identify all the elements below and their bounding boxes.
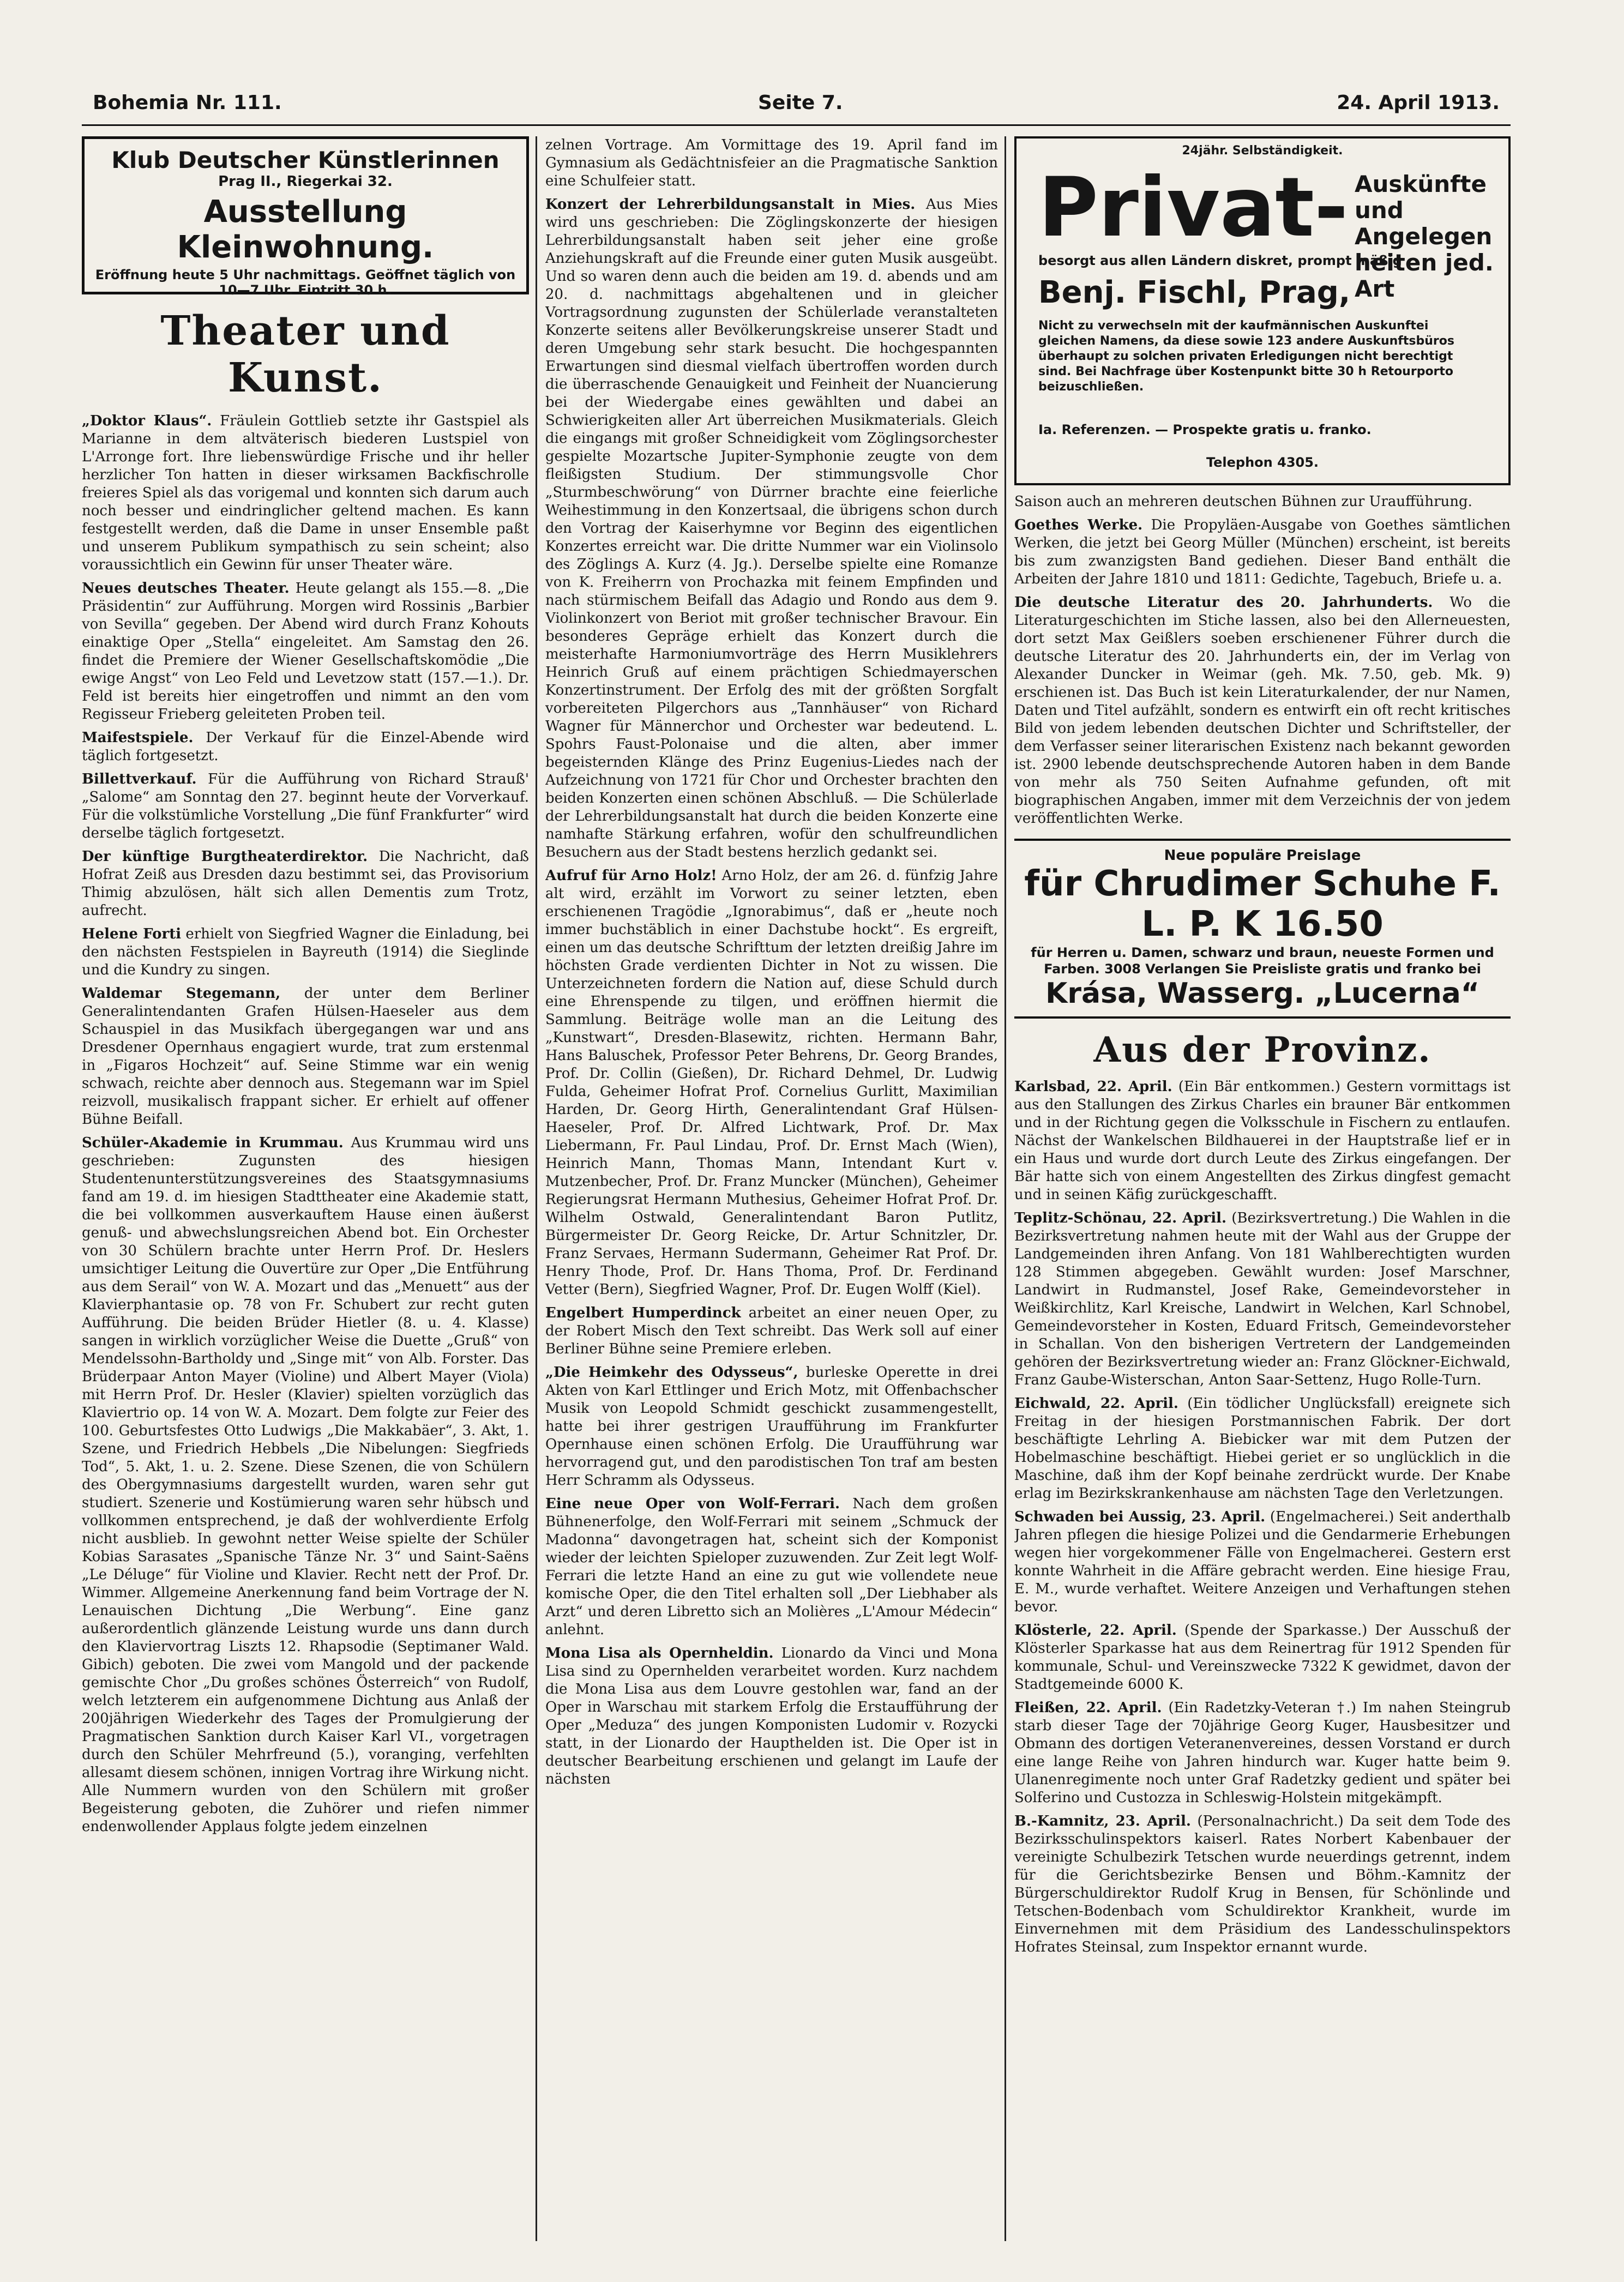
provinz-articles	[1014, 1078, 1511, 1956]
article-paragraph	[545, 1304, 998, 1358]
article-paragraph	[1014, 594, 1511, 828]
article-text: Wo die Literaturgeschichten im Stiche lassen, also bei den Allerneuesten, dort setzt Max Geißlers soeben erschienener Führer durch die deutsche Literatur des 20. Jahrhunderts ein, der im Verlag von Alexander Duncker in Weimar (geh. Mk. 7.50, geb. Mk. 9) erschienen ist. Das Buch ist kein Literaturkalender, der nur Namen, Daten und Titel aufzählt, sondern es entwirft ein oft recht kritisches Bild von jedem lebenden deutschen Dichter und Schriftsteller, der dem Verfasser seiner literarischen Existenz nach bekannt geworden ist. 2900 lebende deutschsprechende Autoren haben in dem Bande von mehr als 750 Seiten Aufnahme gefunden, oft mit biographischen Angaben, immer mit dem Verzeichnis der von jedem veröffentlichten Werke.	[1014, 594, 1511, 827]
privat-ad-firm: Benj. Fischl, Prag,	[1038, 275, 1351, 310]
article-paragraph	[82, 412, 529, 574]
privat-ad	[1014, 136, 1511, 485]
article-heading: Eine neue Oper von Wolf-Ferrari.	[545, 1496, 840, 1512]
article-text: Saison auch an mehreren deutschen Bühnen zur Uraufführung.	[1014, 493, 1472, 510]
ad-hours: Eröffnung heute 5 Uhr nachmittags. Geöffnet täglich von 10—7 Uhr. Eintritt 30 h.	[95, 267, 516, 298]
column-rule-2	[1005, 136, 1006, 2241]
article-paragraph	[1014, 1622, 1511, 1694]
article-heading: Der künftige Burgtheaterdirektor.	[82, 848, 368, 865]
article-text: (Ein Bär entkommen.) Gestern vormittags ist aus den Stallungen des Zirkus Charles ein brauner Bär entkommen und in der Richtung gegen die Volksschule in Fischern zu entlaufen. Nächst der Wankelschen Bildhauerei in der Hauptstraße lief er in ein Haus und wurde dort durch Leute des Zirkus eingefangen. Der Bär hatte sich von einem Angestellten des Zirkus dingfest gemacht und in seinen Käfig zurückgeschafft.	[1014, 1079, 1511, 1203]
article-paragraph	[82, 985, 529, 1129]
article-paragraph	[82, 580, 529, 724]
column-1-articles	[82, 412, 529, 1836]
privat-ad-telephone: Telephon 4305.	[1206, 455, 1319, 470]
shoe-ad-details: für Herren u. Damen, schwarz und braun, neueste Formen und Farben. 3008 Verlangen Sie Preisliste gratis und franko bei	[1031, 945, 1494, 977]
article-text: Arno Holz, der am 26. d. fünfzig Jahre alt wird, erzählt im Vorwort zu seiner letzten, eben erschienenen Tragödie „Ignorabimus“, daß er „heute noch immer buchstäblich in einer Dachstube hockt“. Es ergreift, einen um das deutsche Schrifttum der letzten dreißig Jahre im höchsten Grade verdienten Dichter in Not zu wissen. Die Unterzeichneten fordern die Nation auf, diese Schuld durch eine Ehrenspende zu tilgen, und eröffnen hiermit die Sammlung. Beiträge wolle man an die Leitung des „Kunstwart“, Dresden-Blasewitz, richten. Hermann Bahr, Hans Baluschek, Professor Peter Behrens, Dr. Georg Brandes, Prof. Dr. Collin (Gießen), Dr. Richard Dehmel, Dr. Ludwig Fulda, Geheimer Hofrat Prof. Cornelius Gurlitt, Maximilian Harden, Dr. Georg Hirth, Generalintendant Graf Hülsen-Haeseler, Prof. Dr. Alfred Lichtwark, Prof. Dr. Max Liebermann, Fr. Paul Lindau, Prof. Dr. Ernst Mach (Wien), Heinrich Mann, Thomas Mann, Intendant Kurt v. Mutzenbecher, Prof. Dr. Franz Muncker (München), Geheimer Regierungsrat Hermann Muthesius, Geheimer Hofrat Prof. Dr. Wilhelm Ostwald, Generalintendant Baron Putlitz, Bürgermeister Dr. Georg Reicke, Dr. Artur Schnitzler, Dr. Franz Servaes, Hermann Sudermann, Geheimer Rat Prof. Dr. Henry Thode, Prof. Dr. Hans Thoma, Prof. Dr. Ferdinand Vetter (Bern), Siegfried Wagner, Prof. Dr. Eugen Wolff (Kiel).	[545, 868, 998, 1298]
article-text: burleske Operette in drei Akten von Karl Ettlinger und Erich Motz, mit Offenbachscher Musik von Leopold Schmidt geschickt zusammengestellt, hatte bei ihrer gestrigen Uraufführung im Frankfurter Opernhause einen schönen Erfolg. Die Uraufführung war hervorragend gut, und den parodistischen Ton traf am besten Herr Schramm als Odysseus.	[545, 1364, 998, 1489]
article-text: (Personalnachricht.) Da seit dem Tode des Bezirksschulinspektors kaiserl. Rates Norbert Kabenbauer der vereinigte Schulbezirk Tetschen wurde neuerdings getrennt, indem für die Gerichtsbezirke Bensen und Böhm.-Kamnitz der Bürgerschuldirektor Rudolf Krug in Bensen, für Schönlinde und Tetschen-Bodenbach vom Schuldirektor Krankheit, wurde im Einvernehmen mit dem Präsidium des Landesschulinspektors Hofrates Steinsal, zum Inspektor ernannt wurde.	[1014, 1813, 1511, 1955]
article-text: Aus Krummau wird uns geschrieben: Zugunsten des hiesigen Studentenunterstützungsvereines des Staatsgymnasiums fand am 19. d. im hiesigen Stadttheater eine Akademie statt, die bei vollkommen ausverkauftem Hause einen äußerst genuß- und abwechslungsreichen Abend bot. Ein Orchester von 30 Schülern brachte unter Herrn Prof. Dr. Heslers umsichtiger Leitung die Ouvertüre zur Oper „Die Entführung aus dem Serail“ von W. A. Mozart und das „Menuett“ aus der Klavierphantasie op. 78 von Fr. Schubert zur recht guten Aufführung. Die beiden Brüder Hietler (8. u. 4. Klasse) sangen in wirklich vorzüglicher Weise die Duette „Gruß“ von Mendelssohn-Bartholdy und „Singe mit“ von Alb. Forster. Das Brüderpaar Anton Mayer (Violine) und Albert Mayer (Viola) mit Herrn Prof. Dr. Hesler (Klavier) spielten vorzüglich das Klaviertrio op. 14 von W. A. Mozart. Dem folgte zur Feier des 100. Geburtsfestes Otto Ludwigs „Die Makkabäer“, 3. Akt, 1. Szene, und Friedrich Hebbels „Die Nibelungen: Siegfrieds Tod“, 5. Akt, 1. u. 2. Szene. Diese Szenen, die von Schülern des Obergymnasiums dargestellt wurden, waren sehr gut studiert. Szenerie und Kostümierung waren sehr hübsch und vollkommen entsprechend, je daß der wohlverdiente Erfolg nicht ausblieb. In gewohnt netter Weise spielte der Schüler Kobias Sarasates „Spanische Tänze Nr. 3“ und Saint-Saëns „Le Déluge“ für Violine und Klavier. Recht nett der Prof. Dr. Wimmer. Allgemeine Anerkennung fand beim Vortrage der N. Lenauischen Dichtung „Die Werbung“. Eine ganz außerordentlich glänzende Leistung wurde uns dann durch den Klaviervortrag Liszts 12. Rhapsodie (Septimaner Wald. Gibich) geboten. Die zwei vom Mangold und der packende gemischte Chor „Du großes schönes Österreich“ von Rudolf, welch letzterem ein aufgenommene Dichtung aus Anlaß der 200jährigen Wiederkehr des Tages der Promulgierung der Pragmatischen Sanktion durch Kaiser Karl VI., vorgetragen durch den Schüler Mehrfreund (5.), voranging, verfehlten allesamt diesem schönen, innigen Vortrag ihre Wirkung nicht. Alle Nummern wurden von den Schülern mit großer Begeisterung geboten, die Zuhörer und riefen nimmer endenwollender Applaus folgte jedem einzelnen	[82, 1135, 529, 1835]
article-paragraph	[545, 867, 998, 1299]
article-text: (Engelmacherei.) Seit anderthalb Jahren pflegen die hiesige Polizei und die Gendarmerie Erhebungen wegen hier vorgekommener Fälle von Engelmacherei. Gestern erst konnte Wahrheit in die Affäre gebracht werden. Eine hiesige Frau, E. M., wurde verhaftet. Weitere Anzeigen und Verhaftungen stehen bevor.	[1014, 1509, 1511, 1615]
article-heading: Eichwald, 22. April.	[1014, 1395, 1178, 1412]
article-heading: Helene Forti	[82, 926, 182, 942]
article-text: (Bezirksvertretung.) Die Wahlen in die Bezirksvertretung nahmen heute mit der Wahl aus der Gruppe der Landgemeinden ihren Anfang. Von 181 Wahlberechtigten wurden 128 Stimmen abgegeben. Gewählt wurden: Josef Marschner, Landwirt in Rudmanstel, Josef Rake, Gemeindevorsteher in Weißkirchlitz, Karl Kreische, Landwirt in Welchen, Karl Schnobel, Gemeindevorsteher in Kosten, Eduard Fritsch, Gemeindevorsteher in Schallan. Von den bisherigen Vertretern der Landgemeinden gehören der Bezirksvertretung wieder an: Franz Glöckner-Eichwald, Franz Gaube-Wisterschan, Anton Saar-Settenz, Hugo Rolle-Turn.	[1014, 1210, 1511, 1388]
privat-ad-headline: Privat-	[1038, 160, 1349, 255]
article-text: Aus Mies wird uns geschrieben: Die Zöglingskonzerte der hiesigen Lehrerbildungsanstalt haben seit jeher eine große Anziehungskraft auf die Freunde einer guten Musik ausgeübt. Und so waren denn auch die beiden am 19. d. abends und am 20. d. nachmittags abgehaltenen und in gleicher Vortragsordnung zugunsten der Schülerlade veranstalteten Konzerte seitens aller Bevölkerungskreise unserer Stadt und deren Umgebung sehr stark besucht. Die hochgespannten Erwartungen sind diesmal vielfach übertroffen worden durch die überraschende Genauigkeit und Feinheit der Nuancierung bei der Wiedergabe eines gewählten und dabei an Schwierigkeiten aller Art überreichen Musikmaterials. Gleich die eingangs mit großer Schneidigkeit vom Zöglingsorchester gespielte Mozartsche Jupiter-Symphonie zeugte von dem fleißigsten Studium. Der stimmungsvolle Chor „Sturmbeschwörung“ von Dürrner brachte eine feierliche Weihestimmung in den Konzertsaal, die übrigens schon durch den Vortrag der Kaiserhymne vor Beginn des eigentlichen Konzertes erreicht war. Die dritte Nummer war ein Violinsolo des Zöglings A. Kurz (4. Jg.). Derselbe spielte eine Romanze von K. Freiherrn von Prochazka mit feinem Empfinden und nach stürmischem Beifall das Adagio und Rondo aus dem 9. Violinkonzert von Beriot mit großer technischer Bravour. Ein besonderes Gepräge erhielt das Konzert durch die meisterhafte Harmoniumvorträge des Herrn Musiklehrers Heinrich Gruß auf einem prächtigen Schiedmayerschen Konzertinstrument. Der Erfolg des mit der größten Sorgfalt vorbereiteten Pilgerchors aus „Tannhäuser“ von Richard Wagner für Männerchor und Orchester war bedeutend. L. Spohrs Faust-Polonaise und die alten, aber immer begeisternden Klänge des Prinz Eugenius-Liedes nach der Aufzeichnung von 1721 für Chor und Orchester brachten den beiden Konzerten einen schönen Abschluß. — Die Schülerlade der Lehrerbildungsanstalt hat durch die beiden Konzerte eine namhafte Stärkung erfahren, wofür den schulfreundlichen Besuchern aus der Stadt bestens herzlich gedankt sei.	[545, 196, 998, 860]
article-heading: Neues deutsches Theater.	[82, 580, 290, 597]
article-paragraph	[545, 1364, 998, 1490]
masthead-rule	[82, 124, 1511, 126]
shoe-ad	[1014, 839, 1511, 1019]
article-heading: „Doktor Klaus“.	[82, 413, 212, 429]
column-3-articles	[1014, 493, 1511, 828]
article-text: (Spende der Sparkasse.) Der Ausschuß der Klösterler Sparkasse hat aus dem Reinertrag für 1912 Spenden für kommunale, Schul- und Vereinszwecke 7322 K gewidmet, davon der Stadtgemeinde 6000 K.	[1014, 1622, 1511, 1693]
article-heading: Goethes Werke.	[1014, 517, 1143, 533]
privat-ad-notice: Nicht zu verwechseln mit der kaufmännischen Auskunftei gleichen Namens, da diese sowie 123 andere Auskunftsbüros überhaupt zu solchen privaten Erledigungen nicht berechtigt sind. Bei Nachfrage über Kostenpunkt bitte 30 h Retourporto beizuschließen.	[1038, 319, 1454, 394]
article-heading: Klösterle, 22. April.	[1014, 1622, 1177, 1639]
article-heading: Mona Lisa als Opernheldin.	[545, 1645, 774, 1661]
article-text: arbeitet an einer neuen Oper, zu der Robert Misch den Text schreibt. Das Werk soll auf einer Berliner Bühne seine Premiere erleben.	[545, 1305, 998, 1357]
article-paragraph	[82, 925, 529, 979]
article-text: Lionardo da Vinci und Mona Lisa sind zu Opernhelden verarbeitet worden. Kurz nachdem die Mona Lisa aus dem Louvre gestohlen war, fand an der Oper in Warschau mit starkem Erfolg die Erstaufführung der Oper „Meduza“ des jungen Komponisten Ludomir v. Rozycki statt, in der Lionardo der Haupthelden ist. Die Oper ist in deutscher Bearbeitung erschienen und gelangt im Laufe der nächsten	[545, 1645, 998, 1787]
article-paragraph	[545, 1645, 998, 1789]
article-text: Nach dem großen Bühnenerfolge, den Wolf-Ferrari mit seinem „Schmuck der Madonna“ davongetragen hat, scheint sich der Komponist wieder der leichten Spieloper zuzuwenden. Zur Zeit legt Wolf-Ferrari die letzte Hand an eine zu gut wie vollendete neue komische Oper, die den Titel erhalten soll „Der Liebhaber als Arzt“ und deren Libretto sich an Molières „L'Amour Médecin“ anlehnt.	[545, 1496, 998, 1638]
shoe-ad-tagline: Neue populäre Preislage	[1164, 847, 1361, 864]
exhibition-ad	[82, 136, 529, 298]
issue-label: Bohemia Nr. 111.	[93, 92, 282, 114]
article-heading: B.-Kamnitz, 23. April.	[1014, 1813, 1191, 1829]
article-heading: Karlsbad, 22. April.	[1014, 1079, 1172, 1095]
article-text: Die Propyläen-Ausgabe von Goethes sämtlichen Werken, die jetzt bei Georg Müller (München) erscheint, ist bereits bis zum zwanzigsten Band gediehen. Dieser Band enthält die Arbeiten der Jahre 1810 und 1811: Gedichte, Tagebuch, Briefe u. a.	[1014, 517, 1511, 587]
article-paragraph	[1014, 1078, 1511, 1204]
article-heading: Aufruf für Arno Holz!	[545, 868, 717, 884]
masthead	[82, 82, 1511, 120]
issue-date: 24. April 1913.	[1337, 92, 1500, 114]
article-text: Für die Aufführung von Richard Strauß' „Salome“ am Sonntag den 27. beginnt heute der Vorverkauf. Für die volkstümliche Vorstellung „Die fünf Frankfurter“ wird derselbe täglich fortgesetzt.	[82, 771, 529, 841]
article-heading: Teplitz-Schönau, 22. April.	[1014, 1210, 1227, 1226]
article-paragraph	[545, 136, 998, 190]
article-paragraph	[82, 770, 529, 842]
column-rule-1	[536, 136, 537, 2241]
article-paragraph	[545, 1495, 998, 1639]
article-heading: Waldemar Stegemann,	[82, 985, 281, 1002]
article-text: Der Verkauf für die Einzel-Abende wird täglich fortgesetzt.	[82, 730, 529, 764]
column-2	[545, 136, 998, 2241]
article-text: der unter dem Berliner Generalintendanten Grafen Hülsen-Haeseler aus dem Schauspiel in das Musikfach übergegangen war und ans Dresdener Opernhaus engagiert wurde, trat zum erstenmal in „Figaros Hochzeit“ auf. Seine Stimme war ein wenig schwach, reichte aber dennoch aus. Stegemann war im Spiel reizvoll, musikalisch frappant sicher. Er erhielt auf offener Bühne Beifall.	[82, 985, 529, 1128]
article-paragraph	[1014, 1395, 1511, 1503]
shoe-ad-headline: für Chrudimer Schuhe F. L. P. K 16.50	[1024, 864, 1501, 944]
privat-ad-sub: besorgt aus allen Ländern diskret, prompt mäßig	[1038, 253, 1402, 268]
section-title-provinz: Aus der Provinz.	[1093, 1029, 1431, 1070]
article-paragraph	[1014, 1209, 1511, 1389]
article-heading: Fleißen, 22. April.	[1014, 1700, 1162, 1716]
article-paragraph	[82, 848, 529, 920]
article-heading: Engelbert Humperdinck	[545, 1305, 741, 1321]
article-text: zelnen Vortrage. Am Vormittage des 19. April fand im Gymnasium als Gedächtnisfeier an die Pragmatische Sanktion eine Schulfeier statt.	[545, 137, 998, 189]
privat-ad-side: Auskünfte und Angelegen heiten jed. Art	[1355, 171, 1494, 302]
article-paragraph	[82, 1134, 529, 1836]
article-heading: „Die Heimkehr des Odysseus“,	[545, 1364, 798, 1381]
article-heading: Schüler-Akademie in Krummau.	[82, 1135, 344, 1151]
page-number: Seite 7.	[758, 92, 843, 114]
article-heading: Billettverkauf.	[82, 771, 197, 787]
article-text: (Ein tödlicher Unglücksfall) ereignete sich Freitag in der hiesigen Porstmannischen Fabrik. Der dort beschäftigte Lehrling A. Biebicker war mit dem Putzen der Hobelmaschine beschäftigt. Hiebei geriet er so unglücklich in die Maschine, daß ihm der Kopf beinahe zerdrückt wurde. Der Knabe erlag im Bezirkskrankenhause am nächsten Tage den Verletzungen.	[1014, 1395, 1511, 1502]
privat-ad-top: 24jähr. Selbständigkeit.	[1182, 144, 1343, 158]
article-text: erhielt von Siegfried Wagner die Einladung, bei den nächsten Festspielen in Bayreuth (1914) die Sieglinde und die Kundry zu singen.	[82, 926, 529, 978]
article-text: (Ein Radetzky-Veteran †.) Im nahen Steingrub starb dieser Tage der 70jährige Georg Kuger, Hausbesitzer und Obmann des dortigen Veteranenvereines, dessen Vorstand er durch eine lange Reihe von Jahren hindurch war. Kuger hatte beim 9. Ulanenregimente noch unter Graf Radetzky gedient und später bei Solferino und Custozza in Schleswig-Holstein mitgekämpft.	[1014, 1700, 1511, 1806]
article-text: Die Nachricht, daß Hofrat Zeiß aus Dresden dazu bestimmt sei, das Provisorium Thimig abzulösen, hält sich allen Dementis zum Trotz, aufrecht.	[82, 848, 529, 919]
article-paragraph	[545, 196, 998, 862]
article-paragraph	[1014, 493, 1511, 511]
article-heading: Konzert der Lehrerbildungsanstalt in Mies.	[545, 196, 916, 213]
column-2-articles	[545, 136, 998, 1789]
column-1	[82, 136, 529, 2241]
privat-ad-references: Ia. Referenzen. — Prospekte gratis u. franko.	[1038, 422, 1372, 437]
article-paragraph	[1014, 1813, 1511, 1956]
article-heading: Maifestspiele.	[82, 730, 194, 746]
ad-headline: Ausstellung Kleinwohnung.	[177, 194, 434, 265]
article-text: Fräulein Gottlieb setzte ihr Gastspiel als Marianne in dem altväterisch biederen Lustspiel von L'Arronge fort. Ihre liebenswürdige Frische und ihr heller herzlicher Ton hatten in dieser wirksamen Backfischrolle freieres Spiel als das vorigemal und konnten sich darum auch noch besser und eindringlicher geltend machen. Es kann festgestellt werden, daß die Dame in unser Ensemble paßt und unserem Publikum sympathisch zu sein scheint; also voraussichtlich ein Gewinn für unser Theater wäre.	[82, 413, 529, 573]
article-paragraph	[1014, 1508, 1511, 1616]
column-3	[1014, 136, 1511, 2241]
article-text: Heute gelangt als 155.—8. „Die Präsidentin“ zur Aufführung. Morgen wird Rossinis „Barbier von Sevilla“ gegeben. Der Abend wird durch Franz Kohouts einaktige Oper „Stella“ eingeleitet. Am Samstag den 26. findet die Premiere der Wiener Gesellschaftskomödie „Die ewige Angst“ von Leo Feld und Levetzow statt (157.—1.). Dr. Feld ist bereits hier eingetroffen und nimmt an den vom Regisseur Frieberg geleiteten Proben teil.	[82, 580, 529, 722]
article-heading: Die deutsche Literatur des 20. Jahrhunderts.	[1014, 594, 1433, 611]
ad-address: Prag II., Riegerkai 32.	[218, 173, 393, 190]
article-heading: Schwaden bei Aussig, 23. April.	[1014, 1509, 1266, 1525]
article-paragraph	[82, 729, 529, 765]
article-paragraph	[1014, 516, 1511, 588]
ad-club-name: Klub Deutscher Künstlerinnen	[111, 147, 500, 173]
newspaper-page	[82, 82, 1511, 2241]
article-paragraph	[1014, 1699, 1511, 1807]
section-title-theater: Theater und Kunst.	[160, 308, 450, 401]
shoe-ad-firm: Krása, Wasserg. „Lucerna“	[1045, 977, 1479, 1010]
